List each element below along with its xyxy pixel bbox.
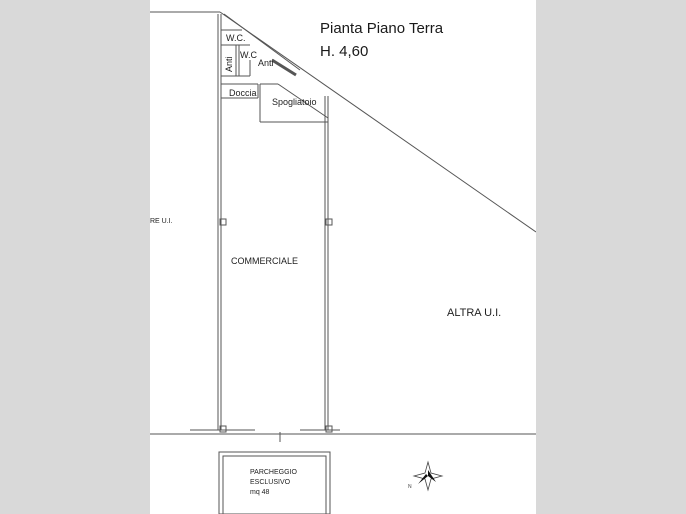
room-label-commerciale: COMMERCIALE — [231, 256, 299, 266]
north-arrow-icon — [408, 462, 442, 490]
room-label-anti: Anti — [258, 58, 274, 68]
parking-label-line1: PARCHEGGIO — [250, 469, 297, 476]
parking-label-line2: ESCLUSIVO — [250, 479, 291, 486]
floor-plan-sheet — [150, 0, 536, 514]
room-label-altra-ui: ALTRA U.I. — [447, 307, 502, 319]
room-label-spogliatoio: Spogliatoio — [272, 97, 317, 107]
room-label-doccia: Doccia — [229, 88, 257, 98]
room-label-anti-vertical: Anti — [224, 56, 234, 72]
plan-title: Pianta Piano Terra — [320, 20, 444, 37]
room-label-wc-lower: W.C — [240, 50, 257, 60]
svg-text:N: N — [408, 484, 412, 490]
floor-plan-drawing — [150, 0, 536, 514]
plan-height: H. 4,60 — [320, 43, 369, 60]
parking-label-area: mq 48 — [250, 489, 270, 496]
pillar-bottom-right — [326, 426, 332, 432]
room-label-wc-upper: W.C. — [226, 33, 246, 43]
room-label-altra-ui-left: RE U.I. — [150, 218, 173, 225]
pillar-right — [326, 219, 332, 225]
